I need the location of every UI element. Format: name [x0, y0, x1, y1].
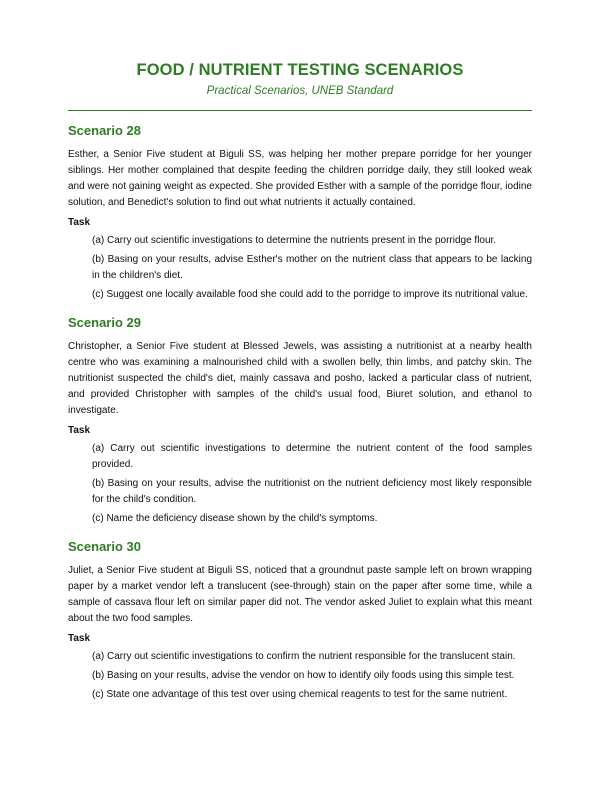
scenario-heading: Scenario 29: [68, 315, 141, 330]
task-item: (a) Carry out scientific investigations to confirm the nutrient responsible for the translucent stain.: [92, 651, 516, 662]
task-item: (c) Suggest one locally available food she could add to the porridge to improve its nutritional value.: [92, 289, 528, 300]
task-item: (a) Carry out scientific investigations to determine the nutrient content of the food samples provided.: [92, 443, 532, 470]
scenario-heading: Scenario 30: [68, 539, 141, 554]
task-label: Task: [68, 217, 91, 228]
task-item: (b) Basing on your results, advise Esther's mother on the nutrient class that appears to be lacking in the children's diet.: [92, 254, 532, 281]
task-item: (a) Carry out scientific investigations to determine the nutrients present in the porridge flour.: [92, 235, 497, 246]
task-item: (b) Basing on your results, advise the vendor on how to identify oily foods using this simple test.: [92, 670, 515, 681]
task-item: (c) Name the deficiency disease shown by the child's symptoms.: [92, 513, 378, 524]
page-title: FOOD / NUTRIENT TESTING SCENARIOS: [136, 61, 464, 79]
scenario-heading: Scenario 28: [68, 123, 141, 138]
task-item: (c) State one advantage of this test over using chemical reagents to test for the same nutrient.: [92, 689, 508, 700]
scenario-30: [68, 539, 532, 703]
task-item: (b) Basing on your results, advise the nutritionist on the nutrient deficiency most likely responsible for the child's condition.: [92, 478, 532, 505]
scenario-body: Esther, a Senior Five student at Biguli SS, was helping her mother prepare porridge for her younger siblings. Her mother complained that despite feeding the children porridge daily, they still looked weak and were not gaining weight as expected. She provided Esther with a sample of the porridge flour, iodine solution, and Benedict's solution to find out what nutrients it actually contained.: [68, 149, 532, 208]
task-label: Task: [68, 633, 91, 644]
scenario-body: Christopher, a Senior Five student at Blessed Jewels, was assisting a nutritionist at a nearby health centre who was examining a malnourished child with a swollen belly, thin limbs, and patchy skin. The nutritionist suspected the child's diet, mainly cassava and posho, lacked a particular class of nutrient, and provided Christopher with samples of the child's usual food, Biuret solution, and ethanol to investigate.: [68, 341, 532, 416]
title-divider: [68, 110, 532, 111]
scenario-28: [68, 123, 532, 303]
page-subtitle: Practical Scenarios, UNEB Standard: [206, 85, 394, 97]
scenario-body: Juliet, a Senior Five student at Biguli SS, noticed that a groundnut paste sample left on brown wrapping paper by a market vendor left a translucent (see-through) stain on the paper after some time, while a sample of cassava flour left on similar paper did not. The vendor asked Juliet to explain what this meant about the two food samples.: [68, 565, 532, 624]
scenario-29: [68, 315, 532, 527]
task-label: Task: [68, 425, 91, 436]
